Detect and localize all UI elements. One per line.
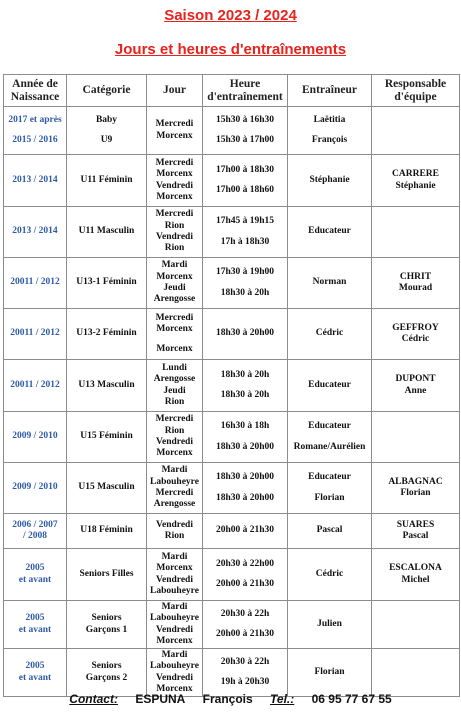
resp-cell: [372, 412, 460, 463]
year-cell: 2013 / 2014: [4, 207, 67, 258]
hours-cell: 18h30 à 20h00: [203, 309, 288, 360]
contact-name: ESPUNA: [135, 692, 186, 706]
hours-cell: 17h30 à 19h00 18h30 à 20h: [203, 258, 288, 309]
hours-cell: 20h30 à 22h 19h à 20h30: [203, 649, 288, 697]
days-cell: Mercredi Rion Vendredi Morcenx: [147, 412, 203, 463]
resp-cell: ALBAGNAC Florian: [372, 463, 460, 514]
contact-label: Contact:: [69, 692, 118, 706]
year-cell: 2017 et après 2015 / 2016: [4, 107, 67, 155]
coach-cell: Pascal: [288, 514, 372, 549]
year-cell: 2013 / 2014: [4, 155, 67, 207]
tel-number: 06 95 77 67 55: [311, 692, 392, 706]
year-cell: 2005 et avant: [4, 601, 67, 649]
table-row: [4, 309, 460, 360]
coach-cell: Cédric: [288, 309, 372, 360]
table-row: [4, 649, 460, 697]
category-cell: U13-1 Féminin: [67, 258, 147, 309]
header-day: Jour: [147, 75, 203, 107]
coach-cell: Educateur Florian: [288, 463, 372, 514]
hours-cell: 20h00 à 21h30: [203, 514, 288, 549]
year-cell: 20011 / 2012: [4, 360, 67, 412]
year-cell: 2005 et avant: [4, 649, 67, 697]
hours-cell: 17h00 à 18h30 17h00 à 18h60: [203, 155, 288, 207]
header-resp: Responsable d'équipe: [372, 75, 460, 107]
resp-cell: [372, 649, 460, 697]
resp-cell: ESCALONA Michel: [372, 549, 460, 601]
category-cell: Baby U9: [67, 107, 147, 155]
coach-cell: Educateur Romane/Aurélien: [288, 412, 372, 463]
contact-footer: [0, 692, 461, 706]
year-cell: 2009 / 2010: [4, 412, 67, 463]
table-row: [4, 549, 460, 601]
days-cell: Mercredi Morcenx Morcenx: [147, 309, 203, 360]
resp-cell: [372, 207, 460, 258]
category-cell: U18 Féminin: [67, 514, 147, 549]
coach-cell: Norman: [288, 258, 372, 309]
days-cell: Lundi Arengosse Jeudi Rion: [147, 360, 203, 412]
resp-cell: CARRERE Stéphanie: [372, 155, 460, 207]
category-cell: U15 Masculin: [67, 463, 147, 514]
days-cell: Mardi Labouheyre Mercredi Arengosse: [147, 463, 203, 514]
table-row: [4, 155, 460, 207]
days-cell: Mardi Labouheyre Vendredi Morcenx: [147, 649, 203, 697]
table-row: [4, 360, 460, 412]
coach-cell: Julien: [288, 601, 372, 649]
schedule-table: [3, 74, 460, 697]
header-year: Année de Naissance: [4, 75, 67, 107]
coach-cell: Cédric: [288, 549, 372, 601]
hours-cell: 18h30 à 20h00 18h30 à 20h00: [203, 463, 288, 514]
days-cell: Mercredi Morcenx: [147, 107, 203, 155]
resp-cell: [372, 601, 460, 649]
coach-cell: Educateur: [288, 207, 372, 258]
category-cell: U11 Masculin: [67, 207, 147, 258]
coach-cell: Stéphanie: [288, 155, 372, 207]
header-coach: Entraîneur: [288, 75, 372, 107]
header-category: Catégorie: [67, 75, 147, 107]
resp-cell: CHRIT Mourad: [372, 258, 460, 309]
season-title: Saison 2023 / 2024: [164, 7, 297, 24]
coach-cell: Educateur: [288, 360, 372, 412]
coach-cell: Laëtitia François: [288, 107, 372, 155]
days-cell: Mercredi Morcenx Vendredi Morcenx: [147, 155, 203, 207]
resp-cell: SUARES Pascal: [372, 514, 460, 549]
table-row: [4, 412, 460, 463]
table-row: [4, 207, 460, 258]
days-cell: Mardi Morcenx Vendredi Labouheyre: [147, 549, 203, 601]
schedule-subtitle: Jours et heures d'entraînements: [114, 41, 347, 58]
resp-cell: DUPONT Anne: [372, 360, 460, 412]
days-cell: Vendredi Rion: [147, 514, 203, 549]
hours-cell: 16h30 à 18h 18h30 à 20h00: [203, 412, 288, 463]
days-cell: Mercredi Rion Vendredi Rion: [147, 207, 203, 258]
category-cell: Seniors Filles: [67, 549, 147, 601]
year-cell: 2005 et avant: [4, 549, 67, 601]
table-row: [4, 463, 460, 514]
hours-cell: 18h30 à 20h 18h30 à 20h: [203, 360, 288, 412]
table-row: [4, 107, 460, 155]
table-header-row: [4, 75, 460, 107]
table-row: [4, 601, 460, 649]
category-cell: U11 Féminin: [67, 155, 147, 207]
table-row: [4, 514, 460, 549]
table-row: [4, 258, 460, 309]
tel-label: Tel.:: [270, 692, 295, 706]
category-cell: U13 Masculin: [67, 360, 147, 412]
contact-first-name: François: [202, 692, 253, 706]
year-cell: 20011 / 2012: [4, 258, 67, 309]
year-cell: 2009 / 2010: [4, 463, 67, 514]
hours-cell: 17h45 à 19h15 17h à 18h30: [203, 207, 288, 258]
resp-cell: [372, 107, 460, 155]
category-cell: U13-2 Féminin: [67, 309, 147, 360]
category-cell: Seniors Garçons 1: [67, 601, 147, 649]
year-cell: 20011 / 2012: [4, 309, 67, 360]
category-cell: U15 Féminin: [67, 412, 147, 463]
days-cell: Mardi Labouheyre Vendredi Morcenx: [147, 601, 203, 649]
resp-cell: GEFFROY Cédric: [372, 309, 460, 360]
hours-cell: 15h30 à 16h30 15h30 à 17h00: [203, 107, 288, 155]
coach-cell: Florian: [288, 649, 372, 697]
year-cell: 2006 / 2007 / 2008: [4, 514, 67, 549]
hours-cell: 20h30 à 22h00 20h00 à 21h30: [203, 549, 288, 601]
header-hours: Heure d'entraînement: [203, 75, 288, 107]
days-cell: Mardi Morcenx Jeudi Arengosse: [147, 258, 203, 309]
hours-cell: 20h30 à 22h 20h00 à 21h30: [203, 601, 288, 649]
category-cell: Seniors Garçons 2: [67, 649, 147, 697]
